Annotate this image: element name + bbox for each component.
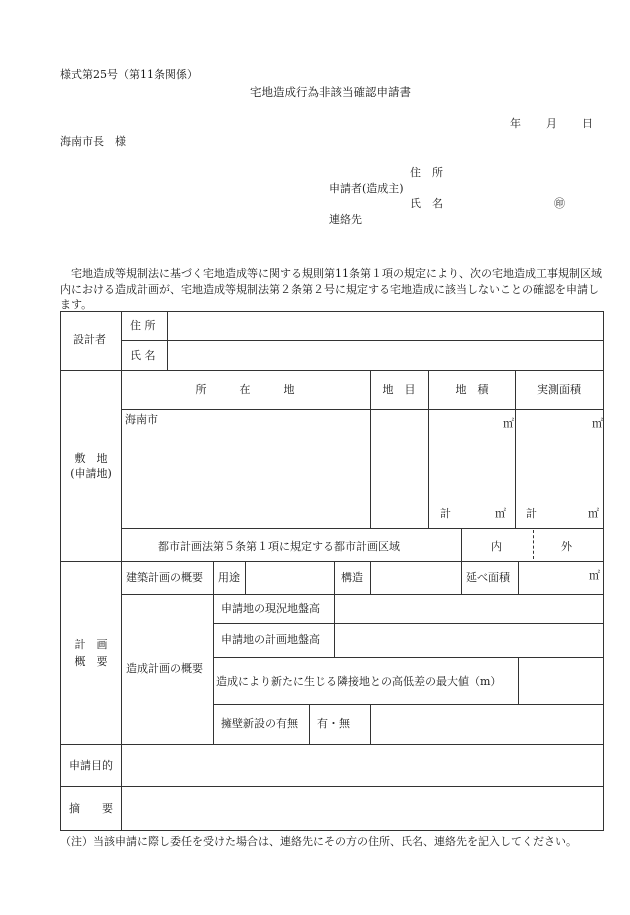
purpose-field[interactable] bbox=[126, 749, 599, 782]
purpose-label: 申請目的 bbox=[69, 759, 113, 772]
site-measured-total-label: 計 bbox=[526, 507, 537, 520]
current-ground-height-label: 申請地の現況地盤高 bbox=[221, 602, 320, 615]
date-year-label: 年 bbox=[510, 117, 521, 130]
site-measured-area-unit: ㎡ bbox=[592, 417, 603, 430]
seal-mark: ㊞ bbox=[554, 197, 565, 210]
applicant-role-label: 申請者(造成主) bbox=[329, 182, 404, 195]
date-month-label: 月 bbox=[546, 117, 557, 130]
designer-name-label: 氏 名 bbox=[130, 349, 156, 362]
floor-area-unit: ㎡ bbox=[589, 569, 600, 582]
intro-paragraph: 宅地造成等規制法に基づく宅地造成等に関する規則第11条第１項の規定により、次の宅地造成工事規制区域内における造成計画が、宅地造成等規制法第２条第２号に規定する宅地造成に該当しないことの確認を申請します。 bbox=[60, 267, 602, 311]
city-planning-label: 都市計画法第５条第１項に規定する都市計画区域 bbox=[158, 540, 400, 553]
site-label-sub: (申請地) bbox=[70, 467, 112, 480]
building-use-label: 用途 bbox=[218, 571, 240, 584]
building-structure-label: 構造 bbox=[341, 571, 363, 584]
site-land-category-field[interactable] bbox=[374, 414, 424, 522]
remarks-label: 摘 要 bbox=[69, 802, 113, 815]
site-area-total-unit: ㎡ bbox=[495, 507, 506, 520]
applicant-contact-label: 連絡先 bbox=[329, 213, 362, 226]
height-difference-field[interactable] bbox=[522, 662, 599, 700]
site-area-total-label: 計 bbox=[440, 507, 451, 520]
building-use-field[interactable] bbox=[249, 566, 329, 590]
retaining-wall-option[interactable]: 有・無 bbox=[317, 717, 350, 730]
remarks-field[interactable] bbox=[126, 791, 599, 826]
designer-name-field[interactable] bbox=[172, 345, 600, 367]
plan-label: 計 画 bbox=[74, 638, 108, 651]
designer-label: 設計者 bbox=[73, 333, 106, 346]
addressee: 海南市長 様 bbox=[60, 135, 126, 148]
retaining-wall-label: 擁壁新設の有無 bbox=[221, 717, 298, 730]
site-measured-total-unit: ㎡ bbox=[588, 507, 599, 520]
applicant-address-label: 住 所 bbox=[410, 166, 443, 179]
site-land-category-header: 地 目 bbox=[382, 383, 416, 396]
planned-ground-height-field[interactable] bbox=[339, 628, 599, 652]
building-plan-label: 建築計画の概要 bbox=[126, 571, 203, 584]
form-number: 様式第25号（第11条関係） bbox=[60, 68, 198, 81]
site-measured-area-header: 実測面積 bbox=[537, 383, 581, 396]
designer-address-label: 住 所 bbox=[130, 319, 156, 332]
building-structure-field[interactable] bbox=[374, 566, 456, 590]
height-difference-label: 造成により新たに生じる隣接地との高低差の最大値（m） bbox=[216, 675, 502, 688]
floor-area-label: 延べ面積 bbox=[466, 571, 510, 584]
site-location-field[interactable] bbox=[129, 426, 365, 522]
applicant-name-label: 氏 名 bbox=[410, 197, 443, 210]
site-label: 敷 地 bbox=[74, 452, 108, 465]
site-area-unit: ㎡ bbox=[503, 417, 514, 430]
development-plan-label: 造成計画の概要 bbox=[126, 662, 203, 675]
date-day-label: 日 bbox=[582, 117, 593, 130]
site-location-value: 海南市 bbox=[125, 413, 158, 426]
planned-ground-height-label: 申請地の計画地盤高 bbox=[221, 633, 320, 646]
page-title: 宅地造成行為非該当確認申請書 bbox=[250, 85, 411, 99]
city-planning-inside-option[interactable]: 内 bbox=[491, 540, 502, 553]
footnote: （注）当該申請に際し委任を受けた場合は、連絡先にその方の住所、氏名、連絡先を記入してください。 bbox=[60, 835, 577, 848]
current-ground-height-field[interactable] bbox=[339, 598, 599, 620]
designer-address-field[interactable] bbox=[172, 316, 600, 338]
site-location-header: 所 在 地 bbox=[195, 383, 295, 396]
plan-label-sub: 概 要 bbox=[74, 655, 108, 668]
city-planning-outside-option[interactable]: 外 bbox=[561, 540, 572, 553]
site-area-header: 地 積 bbox=[455, 383, 489, 396]
